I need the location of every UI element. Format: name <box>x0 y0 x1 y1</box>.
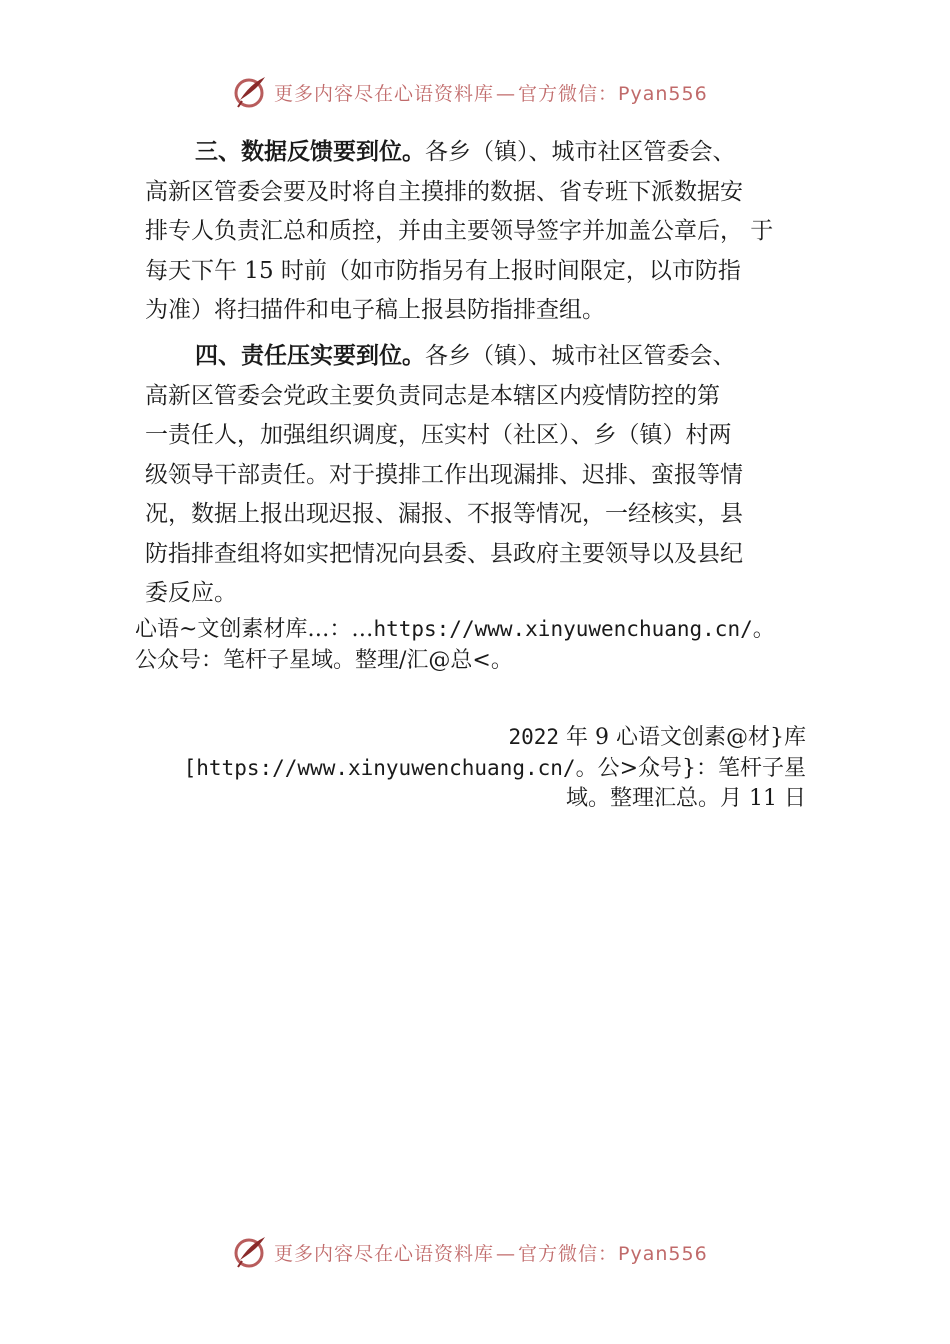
section-4-line-6: 防指排查组将如实把情况向县委、县政府主要领导以及县纪 <box>145 540 743 567</box>
quill-logo-icon <box>232 74 268 110</box>
section-4-line-5: 况，数据上报出现迟报、漏报、不报等情况，一经核实，县 <box>145 501 743 527</box>
section-3-line-4: 每天下午 15 时前（如市防指另有上报时间限定，以市防指 <box>145 257 741 284</box>
section-4-heading: 四、责任压实要到位。 <box>195 343 425 369</box>
source-url-link[interactable]: https://www.xinyuwenchuang.cn/ <box>373 617 753 641</box>
source-note-line-2: 公众号：笔杆子星域。整理/汇@总<。 <box>135 648 513 673</box>
date-line-3: 域。整理汇总。月 11 日 <box>566 786 806 811</box>
date-line-2: [https://www.xinyuwenchuang.cn/。公>众号}：笔杆子星 <box>183 756 806 781</box>
section-4-line-2: 高新区管委会党政主要负责同志是本辖区内疫情防控的第 <box>145 382 720 409</box>
section-3-line-1: 三、数据反馈要到位。各乡（镇）、城市社区管委会、 <box>195 139 736 165</box>
banner-text: 更多内容尽在心语资料库 — 官方微信：Pyan556 <box>274 82 708 105</box>
section-3-line-5: 为准）将扫描件和电子稿上报县防指排查组。 <box>145 297 605 323</box>
source-note-line-1: 心语~文创素材库…：…https://www.xinyuwenchuang.cn/。 <box>135 617 775 642</box>
quill-logo-icon <box>232 1234 268 1270</box>
footer-banner <box>232 1232 752 1272</box>
section-4-line-4: 级领导干部责任。对于摸排工作出现漏排、迟排、蛮报等情 <box>145 461 743 488</box>
section-4-line-3: 一责任人，加强组织调度，压实村（社区）、乡（镇）村两 <box>145 422 732 448</box>
section-3-heading: 三、数据反馈要到位。 <box>195 139 425 165</box>
section-4-paragraph <box>145 337 815 614</box>
banner-text: 更多内容尽在心语资料库 — 官方微信：Pyan556 <box>274 1242 708 1265</box>
section-3-paragraph <box>145 133 815 331</box>
source-note <box>135 614 775 676</box>
section-4-line-7: 委反应。 <box>145 580 237 606</box>
section-3-line-3: 排专人负责汇总和质控，并由主要领导签字并加盖公章后， 于 <box>145 218 774 244</box>
date-line-1: 2022 年 9 心语文创素@材}库 <box>508 725 806 750</box>
date-block <box>106 722 806 814</box>
section-3-line-2: 高新区管委会要及时将自主摸排的数据、省专班下派数据安 <box>145 178 743 205</box>
date-url-link[interactable]: [https://www.xinyuwenchuang.cn/ <box>183 756 576 780</box>
header-banner <box>232 72 752 112</box>
section-4-line-1: 四、责任压实要到位。各乡（镇）、城市社区管委会、 <box>195 343 736 369</box>
